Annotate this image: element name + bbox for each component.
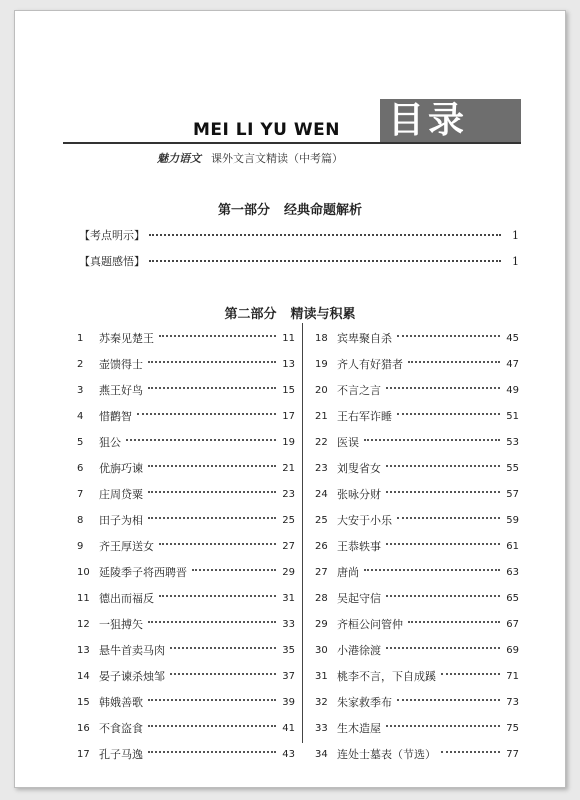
entry-title: 优旃巧谏	[99, 462, 143, 475]
dot-leader	[386, 491, 500, 493]
entry-title: 不言之言	[337, 384, 381, 397]
entry-page: 33	[282, 618, 295, 630]
toc-entry[interactable]	[77, 429, 295, 455]
entry-number: 13	[77, 644, 90, 656]
dot-leader	[397, 413, 500, 415]
entry-title: 德出而福反	[99, 592, 154, 605]
entry-number: 30	[315, 644, 328, 656]
entry-page: 65	[506, 592, 519, 604]
entry-page: 57	[506, 488, 519, 500]
toc-entry[interactable]	[315, 455, 519, 481]
entry-page: 67	[506, 618, 519, 630]
dot-leader	[148, 699, 276, 701]
toc-entry[interactable]	[77, 377, 295, 403]
toc-entry[interactable]	[77, 611, 295, 637]
dot-leader	[364, 439, 500, 441]
entry-page: 1	[512, 229, 519, 242]
toc-entry[interactable]	[315, 585, 519, 611]
entry-page: 75	[506, 722, 519, 734]
entry-number: 27	[315, 566, 328, 578]
entry-number: 34	[315, 748, 328, 760]
entry-title: 韩娥善歌	[99, 696, 143, 709]
dot-leader	[159, 335, 276, 337]
entry-page: 37	[282, 670, 295, 682]
toc-entry[interactable]	[77, 533, 295, 559]
entry-number: 17	[77, 748, 90, 760]
dot-leader	[441, 673, 500, 675]
book-name: 课外文言文精读（中考篇）	[211, 152, 343, 165]
entry-label: 【考点明示】	[79, 229, 145, 242]
entry-page: 35	[282, 644, 295, 656]
entry-number: 9	[77, 540, 84, 552]
toc-entry[interactable]	[77, 351, 295, 377]
entry-number: 3	[77, 384, 84, 396]
book-subtitle	[157, 150, 343, 166]
page-title: 目录	[388, 100, 469, 141]
entry-title: 唐尚	[337, 566, 359, 579]
toc-entry[interactable]	[77, 663, 295, 689]
entry-number: 1	[77, 332, 84, 344]
entry-number: 32	[315, 696, 328, 708]
dot-leader	[170, 647, 276, 649]
entry-title: 连处士墓表（节选）	[337, 748, 436, 761]
entry-page: 29	[282, 566, 295, 578]
toc-entry[interactable]	[77, 741, 295, 767]
entry-number: 19	[315, 358, 328, 370]
entry-number: 15	[77, 696, 90, 708]
entry-number: 25	[315, 514, 328, 526]
column-divider	[302, 323, 303, 743]
toc-entry[interactable]	[315, 689, 519, 715]
entry-title: 晏子谏杀烛邹	[99, 670, 165, 683]
toc-entry[interactable]	[77, 689, 295, 715]
dot-leader	[441, 751, 500, 753]
dot-leader	[148, 621, 276, 623]
entry-number: 4	[77, 410, 84, 422]
entry-title: 燕王好鸟	[99, 384, 143, 397]
series-name: 魅力语文	[157, 152, 201, 165]
entry-number: 31	[315, 670, 328, 682]
entry-page: 25	[282, 514, 295, 526]
entry-title: 生木造屋	[337, 722, 381, 735]
entry-page: 49	[506, 384, 519, 396]
brand-text: MEI LI YU WEN	[193, 120, 340, 140]
entry-page: 73	[506, 696, 519, 708]
entry-number: 26	[315, 540, 328, 552]
part2-heading	[15, 303, 565, 322]
entry-number: 23	[315, 462, 328, 474]
entry-title: 一狙搏矢	[99, 618, 143, 631]
entry-title: 小港徐渡	[337, 644, 381, 657]
toc-entry[interactable]	[315, 377, 519, 403]
entry-title: 王恭轶事	[337, 540, 381, 553]
dot-leader	[386, 725, 500, 727]
dot-leader	[170, 673, 276, 675]
entry-page: 63	[506, 566, 519, 578]
entry-title: 田子为相	[99, 514, 143, 527]
entry-title: 壶馈得士	[99, 358, 143, 371]
entry-title: 悬牛首卖马肉	[99, 644, 165, 657]
entry-title: 大安于小乐	[337, 514, 392, 527]
toc-entry[interactable]	[77, 507, 295, 533]
toc-entry[interactable]	[315, 611, 519, 637]
dot-leader	[386, 543, 500, 545]
entry-page: 31	[282, 592, 295, 604]
entry-number: 28	[315, 592, 328, 604]
entry-page: 43	[282, 748, 295, 760]
part1-name: 经典命题解析	[284, 203, 363, 218]
entry-label: 【真题感悟】	[79, 255, 145, 268]
entry-number: 10	[77, 566, 90, 578]
toc-entry[interactable]	[315, 663, 519, 689]
entry-title: 狙公	[99, 436, 121, 449]
dot-leader	[148, 387, 276, 389]
entry-title: 王右军诈睡	[337, 410, 392, 423]
dot-leader	[148, 361, 276, 363]
entry-number: 12	[77, 618, 90, 630]
toc-entry[interactable]	[315, 559, 519, 585]
toc-entry[interactable]	[315, 533, 519, 559]
entry-title: 吴起守信	[337, 592, 381, 605]
entry-page: 39	[282, 696, 295, 708]
toc-entry[interactable]	[77, 715, 295, 741]
entry-number: 7	[77, 488, 84, 500]
toc-entry-part1[interactable]	[79, 227, 519, 243]
dot-leader	[386, 595, 500, 597]
toc-entry[interactable]	[315, 403, 519, 429]
entry-title: 医误	[337, 436, 359, 449]
dot-leader	[148, 491, 276, 493]
entry-page: 59	[506, 514, 519, 526]
entry-page: 61	[506, 540, 519, 552]
header-rule	[63, 142, 521, 144]
toc-entry[interactable]	[315, 325, 519, 351]
dot-leader	[386, 465, 500, 467]
entry-number: 8	[77, 514, 84, 526]
toc-entry[interactable]	[315, 429, 519, 455]
entry-page: 19	[282, 436, 295, 448]
toc-entry[interactable]	[315, 637, 519, 663]
toc-entry[interactable]	[77, 585, 295, 611]
entry-title: 苏秦见楚王	[99, 332, 154, 345]
dot-leader	[149, 234, 501, 236]
toc-entry[interactable]	[315, 481, 519, 507]
toc-entry[interactable]	[315, 351, 519, 377]
entry-page: 41	[282, 722, 295, 734]
dot-leader	[408, 361, 500, 363]
entry-title: 惜鹳智	[99, 410, 132, 423]
entry-page: 15	[282, 384, 295, 396]
entry-page: 23	[282, 488, 295, 500]
entry-number: 29	[315, 618, 328, 630]
part2-number: 第二部分	[224, 307, 277, 322]
entry-page: 53	[506, 436, 519, 448]
entry-page: 51	[506, 410, 519, 422]
entry-title: 不食盗食	[99, 722, 143, 735]
dot-leader	[397, 335, 500, 337]
entry-number: 14	[77, 670, 90, 682]
dot-leader	[386, 387, 500, 389]
entry-title: 孔子马逸	[99, 748, 143, 761]
entry-page: 13	[282, 358, 295, 370]
dot-leader	[137, 413, 276, 415]
entry-title: 延陵季子将西聘晋	[99, 566, 187, 579]
entry-title: 刘叟省女	[337, 462, 381, 475]
entry-number: 11	[77, 592, 90, 604]
entry-page: 71	[506, 670, 519, 682]
toc-right-column	[315, 325, 519, 767]
entry-page: 47	[506, 358, 519, 370]
entry-number: 20	[315, 384, 328, 396]
entry-page: 21	[282, 462, 295, 474]
entry-page: 55	[506, 462, 519, 474]
toc-entry[interactable]	[77, 455, 295, 481]
toc-entry[interactable]	[315, 715, 519, 741]
toc-entry[interactable]	[77, 325, 295, 351]
toc-entry[interactable]	[315, 507, 519, 533]
dot-leader	[159, 543, 276, 545]
entry-page: 45	[506, 332, 519, 344]
dot-leader	[159, 595, 276, 597]
toc-page	[14, 10, 566, 788]
entry-title: 齐人有好猎者	[337, 358, 403, 371]
dot-leader	[149, 260, 501, 262]
part2-name: 精读与积累	[290, 307, 356, 322]
part1-number: 第一部分	[217, 203, 270, 218]
dot-leader	[192, 569, 276, 571]
entry-number: 33	[315, 722, 328, 734]
entry-number: 24	[315, 488, 328, 500]
entry-number: 22	[315, 436, 328, 448]
entry-title: 张咏分财	[337, 488, 381, 501]
entry-number: 5	[77, 436, 84, 448]
entry-number: 18	[315, 332, 328, 344]
dot-leader	[386, 647, 500, 649]
entry-number: 6	[77, 462, 84, 474]
dot-leader	[148, 725, 276, 727]
entry-title: 庄周贷粟	[99, 488, 143, 501]
toc-entry[interactable]	[77, 637, 295, 663]
toc-entry-part1[interactable]	[79, 253, 519, 269]
dot-leader	[148, 517, 276, 519]
entry-number: 21	[315, 410, 328, 422]
dot-leader	[126, 439, 276, 441]
entry-page: 17	[282, 410, 295, 422]
entry-page: 77	[506, 748, 519, 760]
entry-page: 11	[282, 332, 295, 344]
part1-heading	[15, 199, 565, 218]
entry-title: 宾卑聚自杀	[337, 332, 392, 345]
dot-leader	[397, 517, 500, 519]
entry-title: 齐王厚送女	[99, 540, 154, 553]
toc-entry[interactable]	[77, 559, 295, 585]
dot-leader	[148, 751, 276, 753]
toc-entry[interactable]	[77, 481, 295, 507]
dot-leader	[408, 621, 500, 623]
toc-entry[interactable]	[77, 403, 295, 429]
entry-title: 朱家救季布	[337, 696, 392, 709]
entry-number: 2	[77, 358, 84, 370]
toc-entry[interactable]	[315, 741, 519, 767]
entry-title: 齐桓公问管仲	[337, 618, 403, 631]
title-banner	[380, 99, 521, 143]
entry-page: 1	[512, 255, 519, 268]
entry-title: 桃李不言，下自成蹊	[337, 670, 436, 683]
dot-leader	[397, 699, 500, 701]
entry-number: 16	[77, 722, 90, 734]
toc-left-column	[77, 325, 295, 767]
dot-leader	[364, 569, 500, 571]
entry-page: 27	[282, 540, 295, 552]
dot-leader	[148, 465, 276, 467]
entry-page: 69	[506, 644, 519, 656]
